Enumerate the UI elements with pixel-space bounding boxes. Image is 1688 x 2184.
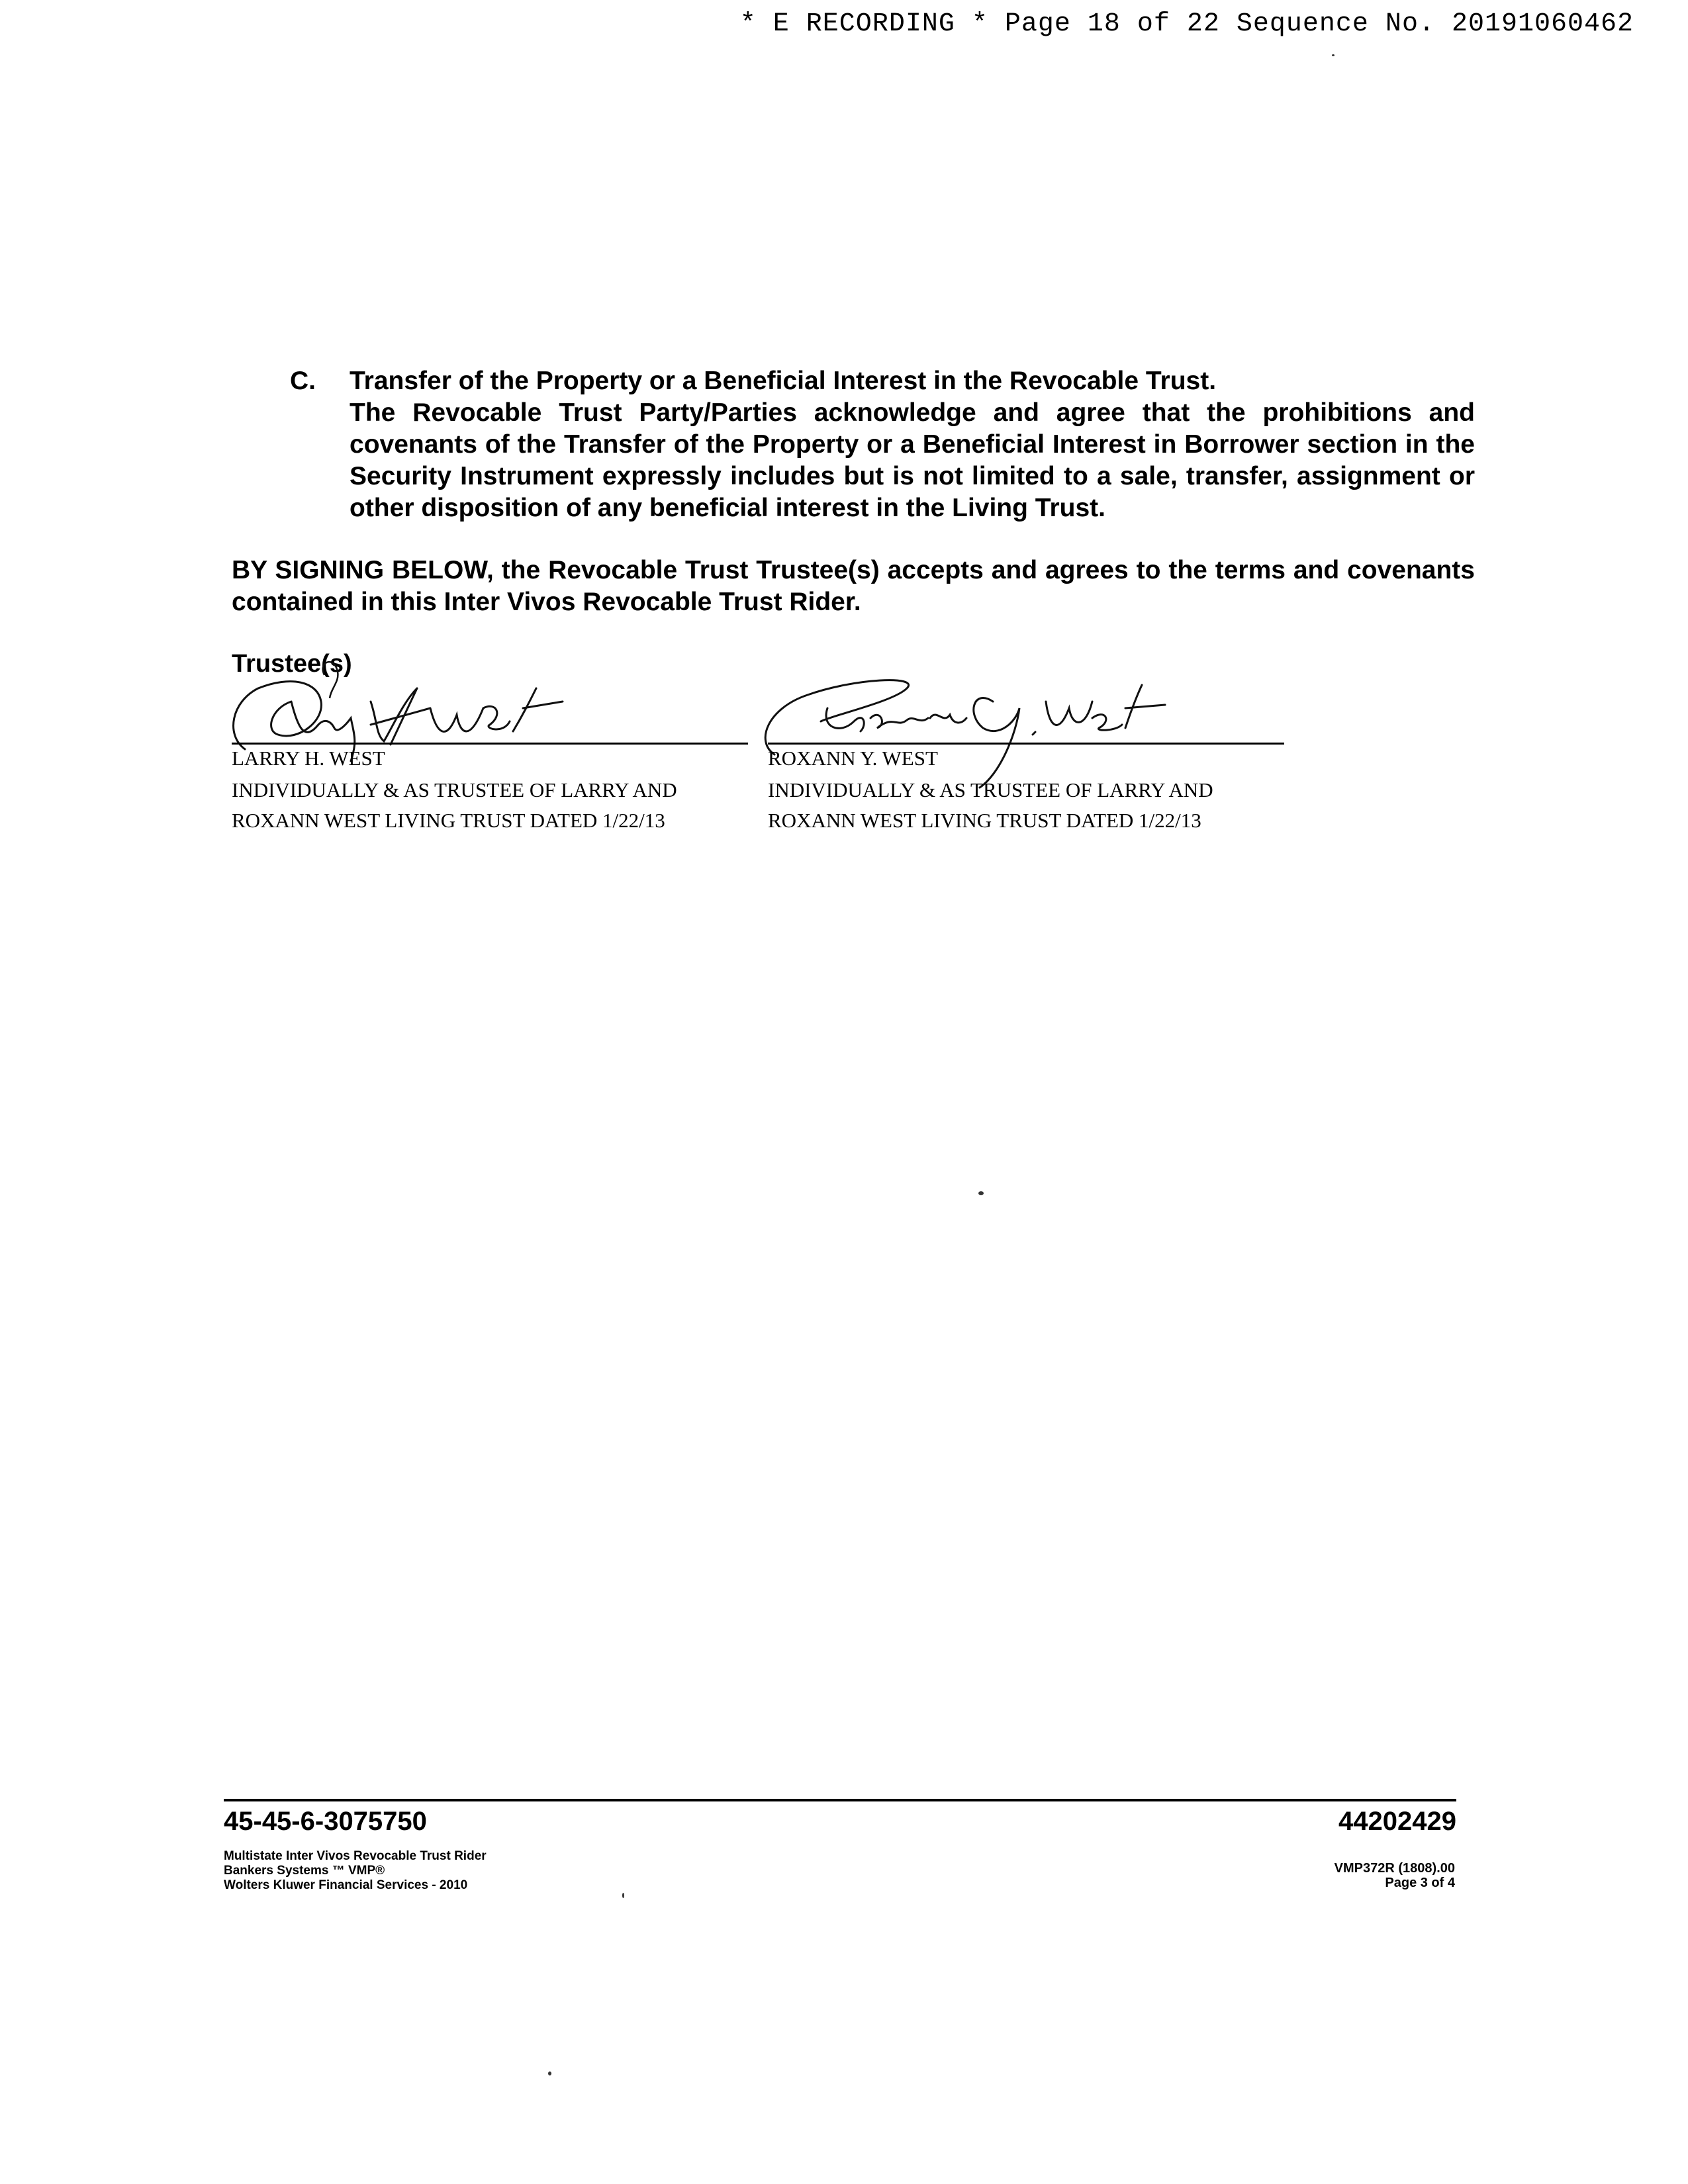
footer-rule bbox=[224, 1799, 1456, 1801]
scan-speck bbox=[548, 2071, 551, 2075]
form-info bbox=[224, 1849, 487, 1893]
handwritten-signature-larry bbox=[218, 662, 735, 794]
scan-speck bbox=[1332, 54, 1335, 56]
signer-capacity-line2: ROXANN WEST LIVING TRUST DATED 1/22/13 bbox=[232, 809, 665, 832]
signature-block-larry bbox=[218, 662, 735, 847]
signature-line-larry bbox=[232, 743, 748, 745]
vendor-line: Bankers Systems ™ VMP® bbox=[224, 1864, 385, 1878]
document-number: 44202429 bbox=[1338, 1807, 1456, 1836]
signer-capacity-line2: ROXANN WEST LIVING TRUST DATED 1/22/13 bbox=[768, 809, 1201, 832]
form-code: VMP372R (1808).00 bbox=[1334, 1861, 1455, 1876]
copyright-line: Wolters Kluwer Financial Services - 2010 bbox=[224, 1878, 468, 1892]
scan-speck bbox=[978, 1191, 984, 1195]
section-body: The Revocable Trust Party/Parties acknowledge and agree that the prohibitions and covenants of the Transfer of the Property or a Beneficial Interest in Borrower section in the Security Instrument expressly includes but is not limited to a sale, transfer, assignment or other disposition of any beneficial interest in the Living Trust. bbox=[350, 398, 1475, 522]
form-code-block bbox=[1335, 1861, 1455, 1890]
page-of: Page 3 of 4 bbox=[1385, 1876, 1455, 1890]
handwritten-signature-roxann bbox=[755, 662, 1271, 794]
section-title: Transfer of the Property or a Beneficial Interest in the Revocable Trust. bbox=[350, 367, 1217, 395]
section-c bbox=[290, 365, 1475, 524]
signer-capacity-line1: INDIVIDUALLY & AS TRUSTEE OF LARRY AND bbox=[768, 778, 1213, 801]
signer-name: ROXANN Y. WEST bbox=[768, 747, 938, 770]
trustees-label: Trustee(s) bbox=[232, 650, 352, 678]
form-title: Multistate Inter Vivos Revocable Trust Rider bbox=[224, 1849, 487, 1863]
signer-capacity-line1: INDIVIDUALLY & AS TRUSTEE OF LARRY AND bbox=[232, 778, 677, 801]
loan-number: 45-45-6-3075750 bbox=[224, 1807, 427, 1836]
scan-speck bbox=[622, 1893, 624, 1898]
signature-block-roxann bbox=[755, 662, 1271, 847]
signature-line-roxann bbox=[768, 743, 1284, 745]
signing-statement: BY SIGNING BELOW, the Revocable Trust Trustee(s) accepts and agrees to the terms and covenants contained in this Inter Vivos Revocable Trust Rider. bbox=[232, 556, 1475, 616]
section-letter: C. bbox=[290, 367, 316, 395]
signer-name: LARRY H. WEST bbox=[232, 747, 385, 770]
recording-header: * E RECORDING * Page 18 of 22 Sequence No. 20191060462 bbox=[739, 9, 1634, 39]
